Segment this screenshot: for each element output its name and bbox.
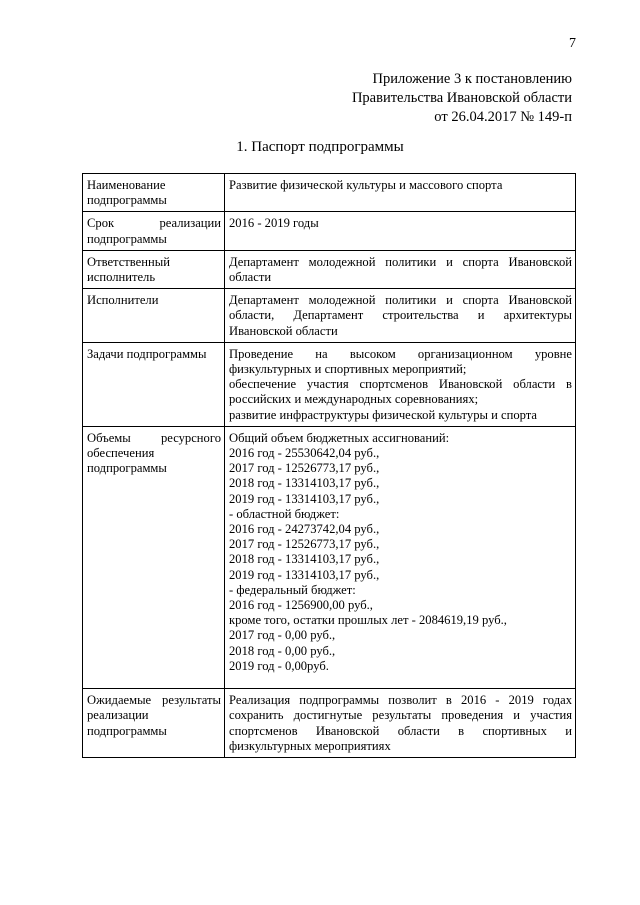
value-line: 2018 год - 0,00 руб.,: [229, 643, 336, 658]
appendix-line-3: от 26.04.2017 № 149-п: [434, 109, 572, 125]
row-label: Объемы ресурсного обеспечения подпрограммы: [83, 426, 225, 688]
row-value: [225, 289, 576, 343]
value-line: кроме того, остатки прошлых лет - 2084619,19 руб.,: [229, 613, 507, 628]
row-label: Ответственный исполнитель: [83, 250, 225, 288]
table-row: [83, 342, 576, 426]
row-label: Наименование подпрограммы: [83, 174, 225, 212]
row-value: [225, 689, 576, 758]
value-line: 2019 год - 13314103,17 руб.,: [229, 491, 380, 506]
row-label: Ожидаемые результаты реализации подпрограммы: [83, 689, 225, 758]
page-number: 7: [569, 36, 576, 51]
value-line: Департамент молодежной политики и спорта Ивановской области: [229, 254, 572, 285]
row-label: Срок реализации подпрограммы: [83, 212, 225, 250]
passport-table: [82, 173, 576, 758]
value-line: 2017 год - 12526773,17 руб.,: [229, 461, 380, 476]
value-line: 2016 - 2019 годы: [229, 216, 319, 231]
value-line: Проведение на высоком организационном уровне физкультурных и спортивных мероприятий;: [229, 346, 572, 377]
value-line: Развитие физической культуры и массового спорта: [229, 178, 503, 192]
value-line: 2018 год - 13314103,17 руб.,: [229, 476, 380, 491]
value-line: 2019 год - 13314103,17 руб.,: [229, 567, 380, 582]
table-row: [83, 426, 576, 688]
value-line: обеспечение участия спортсменов Ивановской области в российских и международных соревнованиях;: [229, 377, 572, 407]
table-row: [83, 689, 576, 758]
section-title: 1. Паспорт подпрограммы: [236, 139, 404, 155]
appendix-line-1: Приложение 3 к постановлению: [372, 71, 572, 87]
row-value: [225, 250, 576, 288]
row-value: [225, 212, 576, 250]
table-row: [83, 212, 576, 250]
appendix-header: [352, 70, 572, 127]
row-value: [225, 342, 576, 426]
row-value: [225, 174, 576, 212]
value-line: 2016 год - 1256900,00 руб.,: [229, 598, 373, 613]
value-line: 2018 год - 13314103,17 руб.,: [229, 552, 380, 567]
value-line: развитие инфраструктуры физической культуры и спорта: [229, 407, 537, 422]
value-line: 2017 год - 0,00 руб.,: [229, 628, 336, 643]
appendix-line-2: Правительства Ивановской области: [351, 90, 572, 106]
row-label: Задачи подпрограммы: [83, 342, 225, 426]
table-row: [83, 289, 576, 343]
value-line: Департамент молодежной политики и спорта Ивановской области, Департамент строительства и архитектуры Ивановской области: [229, 293, 572, 338]
value-line: Реализация подпрограммы позволит в 2016 - 2019 годах сохранить достигнутые результаты проведения и участия спортсменов Ивановской области в спортивных и физкультурных мероприятиях: [229, 693, 572, 753]
value-line: Общий объем бюджетных ассигнований:: [229, 430, 450, 445]
row-label: Исполнители: [83, 289, 225, 343]
value-line: 2016 год - 24273742,04 руб.,: [229, 522, 380, 537]
table-row: [83, 174, 576, 212]
value-line: - федеральный бюджет:: [229, 582, 356, 597]
value-line: - областной бюджет:: [229, 506, 340, 521]
value-line: 2019 год - 0,00руб.: [229, 658, 329, 673]
value-line: 2016 год - 25530642,04 руб.,: [229, 446, 380, 461]
value-line: 2017 год - 12526773,17 руб.,: [229, 537, 380, 552]
table-row: [83, 250, 576, 288]
row-value: [225, 426, 576, 688]
